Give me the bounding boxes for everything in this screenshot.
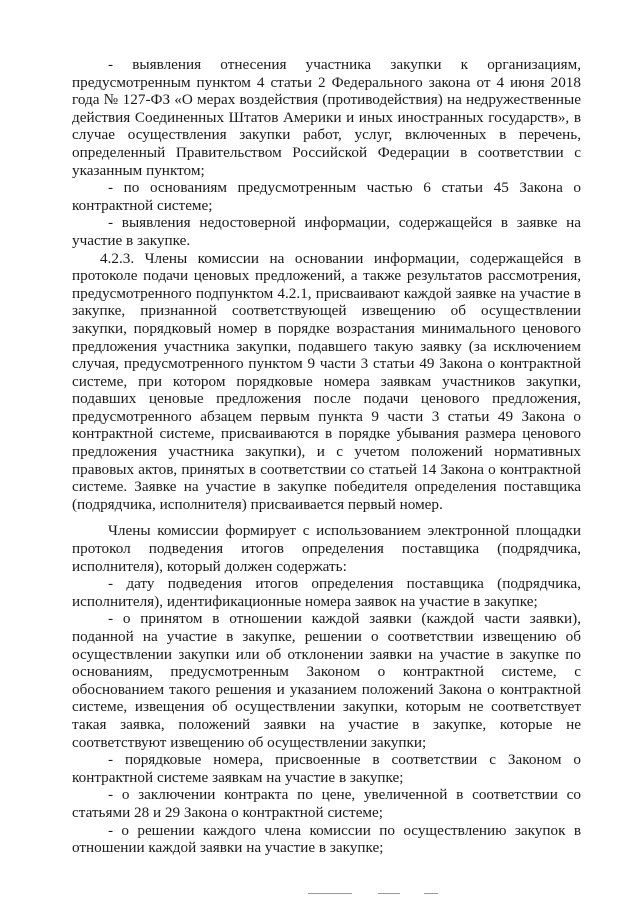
scan-mark [308,893,352,894]
paragraph-protocol-decision: - о принятом в отношении каждой заявки (каждой части заявки), поданной на участие в закупке, решении о соответствии извещению об осуществлении закупки или об отклонении заявки на участие в закупке по основаниям, предусмотренным Законом о контрактной системе, с обоснованием такого решения и указанием положений Закона о контрактной системе, извещения об осуществлении закупки, которым не соответствует такая заявка, положений заявки на участие в закупке, которые не соответствуют извещению об осуществлении закупки; [72,610,581,751]
paragraph-protocol-date: - дату подведения итогов определения поставщика (подрядчика, исполнителя), идентификационные номера заявок на участие в закупке; [72,575,581,610]
paragraph-article-45-grounds: - по основаниям предусмотренным частью 6 статьи 45 Закона о контрактной системе; [72,179,581,214]
paragraph-protocol-intro: Члены комиссии формирует с использованием электронной площадки протокол подведения итогов определения поставщика (подрядчика, исполнителя), который должен содержать: [72,522,581,575]
paragraph-protocol-member-decisions: - о решении каждого члена комиссии по осуществлению закупок в отношении каждой заявки на участие в закупке; [72,821,581,857]
scan-edge-marks [0,893,640,905]
scan-mark [424,893,438,894]
paragraph-false-information: - выявления недостоверной информации, содержащейся в заявке на участие в закупке. [72,214,581,249]
paragraph-4-2-3-ranking: 4.2.3. Члены комиссии на основании информации, содержащейся в протоколе подачи ценовых предложений, а также результатов рассмотрения, предусмотренного подпунктом 4.2.1, присваивают каждой заявке на участие в закупке, признанной соответствующей извещению об осуществлении закупки, порядковый номер в порядке возрастания минимального ценового предложения участника закупки, подавшего такую заявку (за исключением случая, предусмотренного пунктом 9 части 3 статьи 49 Закона о контрактной системе, при котором порядковые номера заявкам участников закупки, подавших ценовые предложения после подачи ценового предложения, предусмотренного абзацем первым пункта 9 части 3 статьи 49 Закона о контрактной системе, присваиваются в порядке убывания размера ценового предложения участника закупки), и с учетом положений нормативных правовых актов, принятых в соответствии со статьей 14 Закона о контрактной системе. Заявке на участие в закупке победителя определения поставщика (подрядчика, исполнителя) присваивается первый номер. [72,249,581,513]
paragraph-sanctions-exclusion: - выявления отнесения участника закупки к организациям, предусмотренным пунктом 4 статьи 2 Федерального закона от 4 июня 2018 года № 127-ФЗ «О мерах воздействия (противодействия) на недружественные действия Соединенных Штатов Америки и иных иностранных государств», в случае осуществления закупки работ, услуг, включенных в перечень, определенный Правительством Российской Федерации в соответствии с указанным пунктом; [72,56,581,179]
document-page [72,56,581,857]
paragraph-protocol-price: - о заключении контракта по цене, увеличенной в соответствии со статьями 28 и 29 Закона о контрактной системе; [72,786,581,821]
paragraph-protocol-numbers: - порядковые номера, присвоенные в соответствии с Законом о контрактной системе заявкам на участие в закупке; [72,751,581,786]
scan-mark [378,893,400,894]
